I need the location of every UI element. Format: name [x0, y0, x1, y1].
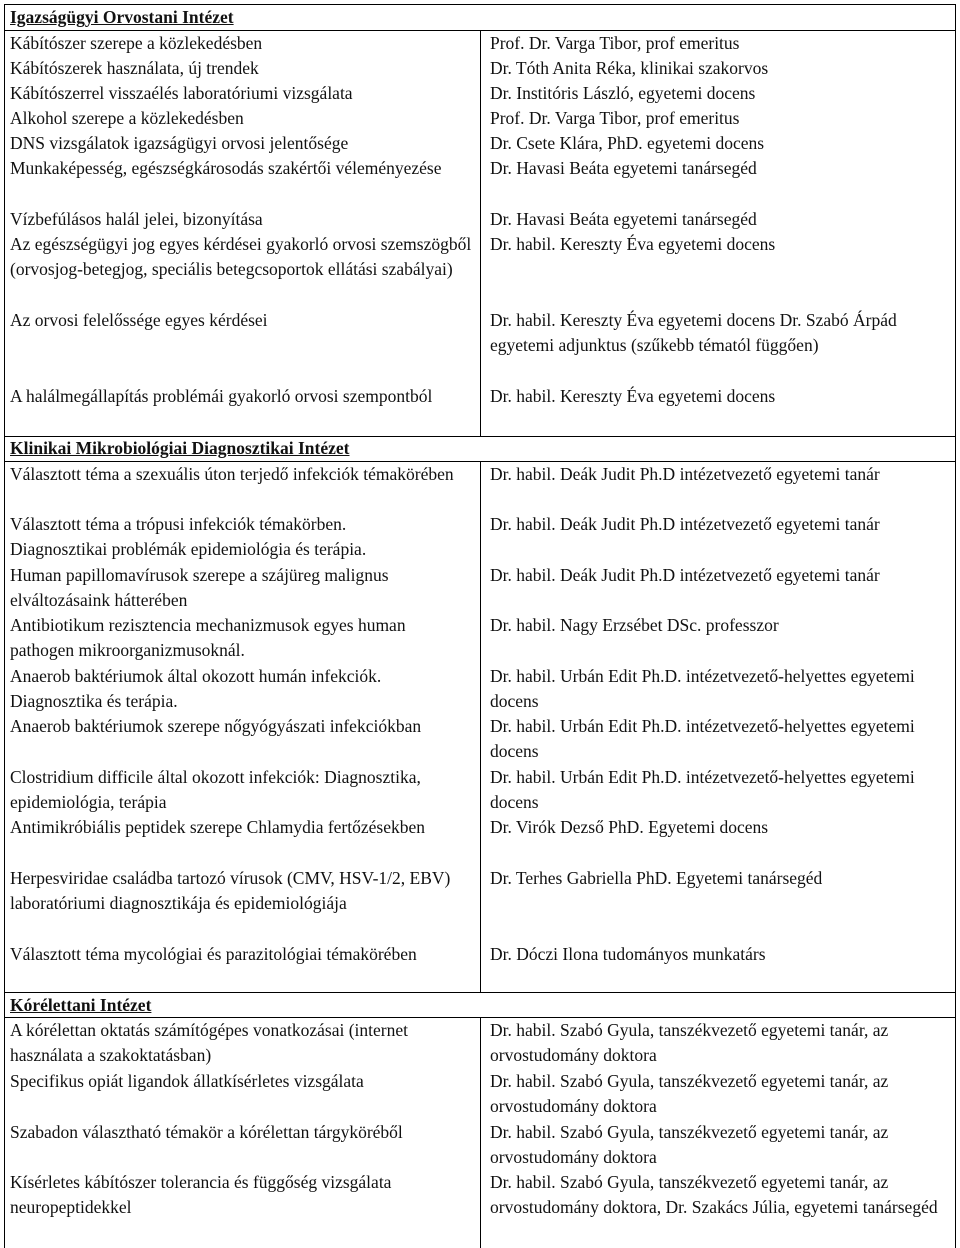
person-cell: Prof. Dr. Varga Tibor, prof emeritus — [490, 108, 740, 128]
table-column-divider — [480, 461, 481, 993]
person-cell: Dr. habil. Kereszty Éva egyetemi docens — [490, 234, 776, 254]
topic-cell: DNS vizsgálatok igazságügyi orvosi jelentősége — [10, 133, 349, 153]
topic-cell: Munkaképesség, egészségkárosodás szakértői véleményezése — [10, 158, 442, 178]
topic-cell: Kísérletes kábítószer tolerancia és függőség vizsgálata neuropeptidekkel — [10, 1172, 392, 1218]
person-cell: Dr. Terhes Gabriella PhD. Egyetemi tanársegéd — [490, 868, 823, 888]
topic-cell: Anaerob baktériumok által okozott humán infekciók. Diagnosztika és terápia. — [10, 666, 382, 712]
person-cell: Dr. habil. Szabó Gyula, tanszékvezető egyetemi tanár, az orvostudomány doktora — [490, 1020, 889, 1066]
table-border-left — [4, 4, 5, 1248]
person-cell: Dr. Virók Dezső PhD. Egyetemi docens — [490, 817, 769, 837]
topic-cell: A kórélettan oktatás számítógépes vonatkozásai (internet használata a szakoktatásban) — [10, 1020, 408, 1066]
topic-cell: Választott téma a trópusi infekciók témakörben. — [10, 514, 347, 534]
section-title: Kórélettani Intézet — [10, 995, 152, 1015]
topic-cell: Specifikus opiát ligandok állatkísérletes vizsgálata — [10, 1071, 364, 1091]
section-title: Igazságügyi Orvostani Intézet — [10, 7, 234, 27]
topic-cell: Választott téma a szexuális úton terjedő infekciók témakörében — [10, 464, 454, 484]
topic-cell: Vízbefúlásos halál jelei, bizonyítása — [10, 209, 263, 229]
table-border-right — [955, 4, 956, 1248]
topic-cell: Kábítószerrel visszaélés laboratóriumi vizsgálata — [10, 83, 353, 103]
table-column-divider — [480, 1017, 481, 1248]
topic-cell: Az egészségügyi jog egyes kérdései gyakorló orvosi szemszögből (orvosjog-betegjog, speciális betegcsoportok ellátási szabályai) — [10, 234, 472, 280]
person-cell: Dr. Havasi Beáta egyetemi tanársegéd — [490, 158, 757, 178]
person-cell: Dr. habil. Deák Judit Ph.D intézetvezető egyetemi tanár — [490, 565, 880, 585]
person-cell: Dr. Institóris László, egyetemi docens — [490, 83, 756, 103]
person-cell: Dr. habil. Urbán Edit Ph.D. intézetvezető-helyettes egyetemi docens — [490, 666, 915, 712]
person-cell: Dr. habil. Urbán Edit Ph.D. intézetvezető-helyettes egyetemi docens — [490, 767, 915, 813]
topic-cell: Kábítószerek használata, új trendek — [10, 58, 259, 78]
person-cell: Dr. habil. Szabó Gyula, tanszékvezető egyetemi tanár, az orvostudomány doktora — [490, 1122, 889, 1168]
topic-cell: Alkohol szerepe a közlekedésben — [10, 108, 244, 128]
person-cell: Dr. habil. Nagy Erzsébet DSc. professzor — [490, 615, 779, 635]
person-cell: Dr. Tóth Anita Réka, klinikai szakorvos — [490, 58, 769, 78]
person-cell: Dr. Csete Klára, PhD. egyetemi docens — [490, 133, 765, 153]
topic-cell: Antibiotikum rezisztencia mechanizmusok egyes human pathogen mikroorganizmusoknál. — [10, 615, 406, 661]
section-title: Klinikai Mikrobiológiai Diagnosztikai Intézet — [10, 438, 350, 458]
person-cell: Dr. habil. Kereszty Éva egyetemi docens Dr. Szabó Árpád egyetemi adjunktus (szűkebb tématól függően) — [490, 310, 897, 356]
table-column-divider — [480, 30, 481, 437]
person-cell: Prof. Dr. Varga Tibor, prof emeritus — [490, 33, 740, 53]
person-cell: Dr. Havasi Beáta egyetemi tanársegéd — [490, 209, 757, 229]
person-cell: Dr. Dóczi Ilona tudományos munkatárs — [490, 944, 766, 964]
topic-cell: Az orvosi felelőssége egyes kérdései — [10, 310, 268, 330]
person-cell: Dr. habil. Deák Judit Ph.D intézetvezető egyetemi tanár — [490, 464, 880, 484]
person-cell: Dr. habil. Kereszty Éva egyetemi docens — [490, 386, 776, 406]
topic-cell: Human papillomavírusok szerepe a szájüreg malignus elváltozásaink hátterében — [10, 565, 389, 611]
topic-cell: Antimikróbiális peptidek szerepe Chlamydia fertőzésekben — [10, 817, 426, 837]
person-cell: Dr. habil. Deák Judit Ph.D intézetvezető egyetemi tanár — [490, 514, 880, 534]
topic-cell: Szabadon választható témakör a kórélettan tárgyköréből — [10, 1122, 403, 1142]
topic-cell: Kábítószer szerepe a közlekedésben — [10, 33, 263, 53]
topic-cell: Anaerob baktériumok szerepe nőgyógyászati infekciókban — [10, 716, 422, 736]
topic-cell: Clostridium difficile által okozott infekciók: Diagnosztika, epidemiológia, terápia — [10, 767, 421, 813]
person-cell: Dr. habil. Szabó Gyula, tanszékvezető egyetemi tanár, az orvostudomány doktora, Dr. Szakács Júlia, egyetemi tanársegéd — [490, 1172, 938, 1218]
person-cell: Dr. habil. Urbán Edit Ph.D. intézetvezető-helyettes egyetemi docens — [490, 716, 915, 762]
topic-cell: Herpesviridae családba tartozó vírusok (CMV, HSV-1/2, EBV) laboratóriumi diagnosztikája és epidemiológiája — [10, 868, 451, 914]
topic-cell: A halálmegállapítás problémái gyakorló orvosi szempontból — [10, 386, 433, 406]
topic-cell: Választott téma mycológiai és parazitológiai témakörében — [10, 944, 417, 964]
person-cell: Dr. habil. Szabó Gyula, tanszékvezető egyetemi tanár, az orvostudomány doktora — [490, 1071, 889, 1117]
topic-cell: Diagnosztikai problémák epidemiológia és terápia. — [10, 539, 367, 559]
